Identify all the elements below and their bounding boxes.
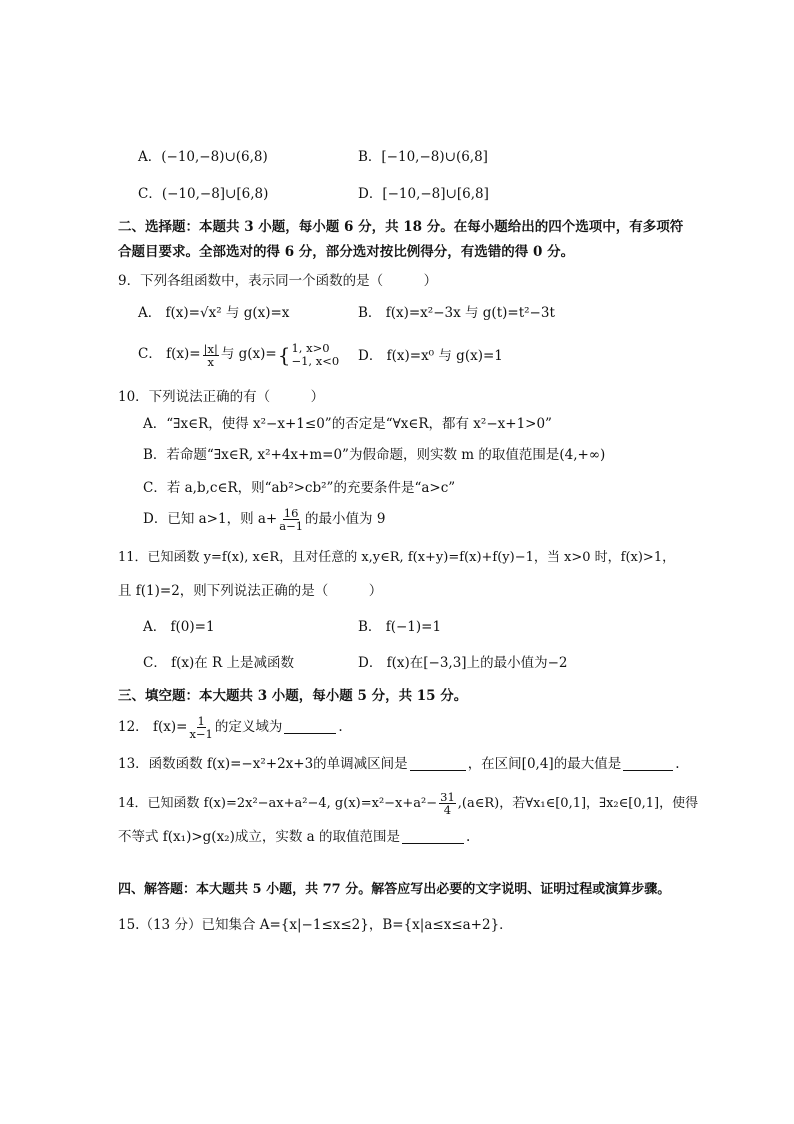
q14-line1 [118,791,698,816]
q12-denominator: x−1 [189,727,213,742]
q9-option-b: B． f(x)=x²−3x 与 g(t)=t²−3t [358,305,555,321]
q9-option-c-mid: 与 g(x)= [220,346,277,363]
q14-suffix: ,(a∈R)，若∀x₁∈[0,1]，∃x₂∈[0,1]，使得 [457,796,699,812]
q12-prefix: 12． f(x)= [118,718,188,735]
q12-numerator: 1 [197,714,205,728]
q14-line2-text: 不等式 f(x₁)>g(x₂)成立，实数 a 的取值范围是 [118,829,400,845]
q13-part2: ，在区间[0,4]的最大值是 [467,756,622,772]
q13 [118,758,680,772]
q14-answer-blank [402,831,464,844]
q9-option-c-numerator: |x| [203,341,218,356]
q9-option-c-case1: 1, x>0 [291,341,330,355]
q12-answer-blank [284,721,336,734]
q8-option-d: D．[−10,−8]∪[6,8] [358,186,489,202]
q8-option-b: B．[−10,−8)∪(6,8] [358,149,488,165]
q10-stem: 10．下列说法正确的有（ ） [118,389,325,405]
q10-option-c: C．若 a,b,c∈R，则“ab²>cb²”的充要条件是“a>c” [143,480,456,496]
q11-option-b: B． f(−1)=1 [358,619,442,635]
q9-option-c-denominator: x [207,354,214,369]
q9-stem: 9．下列各组函数中，表示同一个函数的是（ ） [118,273,438,289]
q9-option-a: A． f(x)=√x² 与 g(x)=x [138,305,290,321]
q9-option-c [138,342,339,368]
q15: 15.（13 分）已知集合 A={x|−1≤x≤2}，B={x|a≤x≤a+2}． [118,917,513,933]
q9-option-c-case2: −1, x<0 [291,354,340,369]
q11-stem-line2: 且 f(1)=2，则下列说法正确的是（ ） [118,583,383,599]
q14-denominator: 4 [443,803,452,818]
q10-option-d-prefix: D．已知 a>1，则 a+ [143,510,278,527]
q11-option-d: D． f(x)在[−3,3]上的最小值为−2 [358,655,568,671]
q10-option-a: A．“∃x∈R，使得 x²−x+1≤0”的否定是“∀x∈R，都有 x²−x+1>0” [143,416,552,432]
q11-stem-line1: 11．已知函数 y=f(x), x∈R，且对任意的 x,y∈R, f(x+y)=f(x)+f(y)−1，当 x>0 时，f(x)>1， [118,550,676,565]
q8-option-a: A．(−10,−8)∪(6,8) [138,149,268,165]
q11-option-a: A． f(0)=1 [143,619,215,635]
q12-fraction [189,715,212,740]
q14-numerator: 31 [440,790,455,804]
q14-end: . [466,829,471,845]
q10-option-d-fraction [279,507,303,532]
section4-heading: 四、解答题：本大题共 5 小题，共 77 分。解答应写出必要的文字说明、证明过程或演算步骤。 [118,882,671,897]
q10-option-d-suffix: 的最小值为 9 [305,510,386,527]
q10-option-d-denominator: a−1 [279,519,304,534]
section2-heading-line2: 合题目要求。全部选对的得 6 分，部分选对按比例得分，有选错的得 0 分。 [118,244,575,260]
q10-option-d [143,507,385,532]
q9-option-c-prefix: C． f(x)= [138,346,201,363]
q8-option-c: C．(−10,−8]∪[6,8) [138,186,269,202]
section2-heading-line1: 二、选择题：本题共 3 小题，每小题 6 分，共 18 分。在每小题给出的四个选项中，有多项符 [118,219,684,235]
q9-option-d: D． f(x)=x⁰ 与 g(x)=1 [358,348,503,364]
q14-prefix: 14．已知函数 f(x)=2x²−ax+a²−4, g(x)=x²−x+a²− [118,796,438,812]
q9-option-c-cases [291,342,339,368]
section3-heading: 三、填空题：本大题共 3 小题，每小题 5 分，共 15 分。 [118,688,468,704]
q12-suffix: 的定义域为 [214,718,283,735]
q10-option-b: B．若命题“∃x∈R, x²+4x+m=0”为假命题，则实数 m 的取值范围是(4,+∞) [143,447,606,463]
q13-answer-blank-2 [623,758,673,771]
q14-line2 [118,831,470,845]
q13-part1: 13．函数函数 f(x)=−x²+2x+3的单调减区间是 [118,756,408,772]
q13-answer-blank-1 [410,758,466,771]
q14-fraction [439,791,456,816]
q12 [118,715,343,740]
q13-end: . [675,756,680,772]
q10-option-d-numerator: 16 [283,506,299,520]
q9-option-c-fraction [203,343,219,368]
q11-option-c: C． f(x)在 R 上是减函数 [143,655,295,671]
q12-end: . [338,718,343,735]
q9-option-c-brace: { [277,343,291,368]
